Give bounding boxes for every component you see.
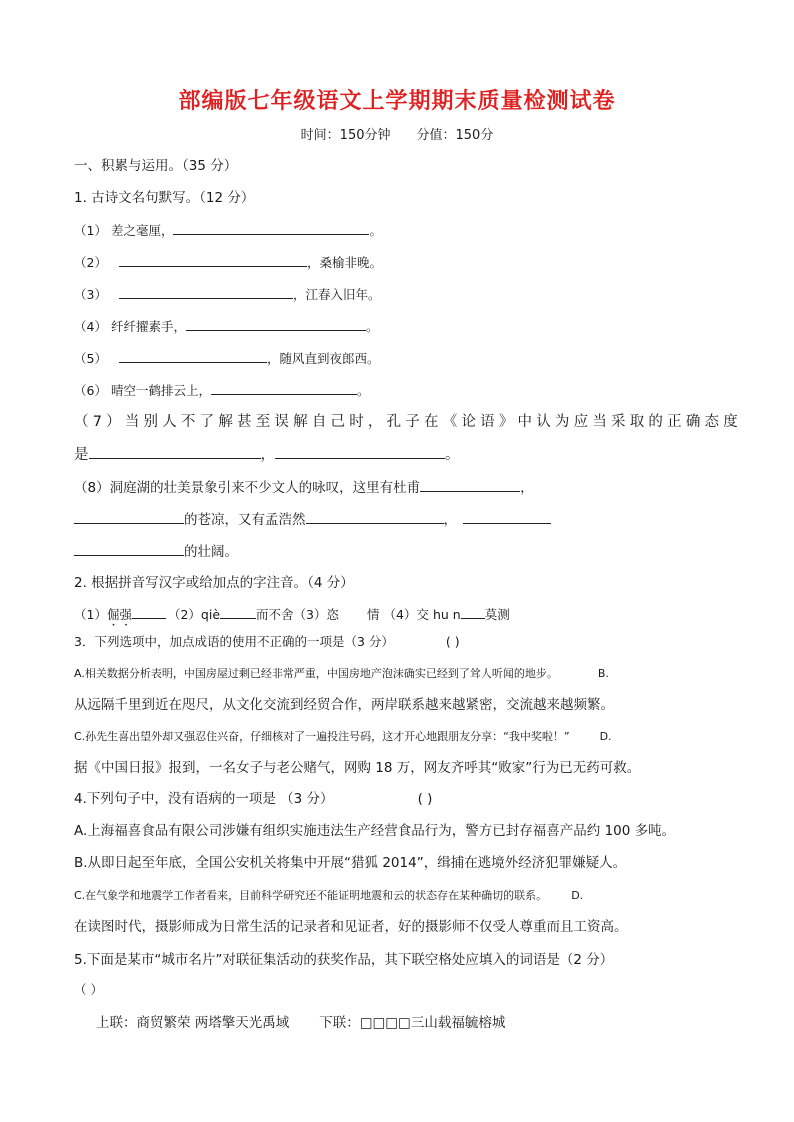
question-text: 4.下列句子中，没有语病的一项是 （3 分） <box>74 791 334 807</box>
exam-score: 分值：150分 <box>416 128 494 143</box>
answer-blank[interactable] <box>74 541 184 556</box>
q5-couplet <box>96 1013 505 1033</box>
q1-item-7: （7）当别人不了解甚至误解自己时，孔子在《论语》中认为应当采取的正确态度 <box>74 414 742 430</box>
option-text: C.孙先生喜出望外却又强忍住兴奋，仔细核对了一遍投注号码，这才开心地跟朋友分享：“我中奖啦！” <box>74 730 570 743</box>
item-text: ， <box>443 512 457 528</box>
q1-item-8-line2 <box>74 509 551 530</box>
answer-blank[interactable] <box>220 604 256 619</box>
option-label: D. <box>571 889 584 902</box>
item-number: （1） <box>74 607 107 622</box>
item-text: ， <box>260 447 275 463</box>
answer-paren[interactable]: ( ) <box>445 634 460 649</box>
answer-blank[interactable] <box>186 316 366 331</box>
answer-blank[interactable] <box>89 444 261 459</box>
item-text: 。 <box>369 223 382 238</box>
q2-title: 2. 根据拼音写汉字或给加点的字注音。（4 分） <box>74 575 354 591</box>
couplet-upper: 上联：商贸繁荣 两塔擎天光禹域 <box>96 1015 290 1031</box>
item-text: 晴空一鹤排云上， <box>110 383 211 398</box>
q1-item-7-blanks <box>74 444 460 465</box>
answer-blank[interactable] <box>275 444 445 459</box>
option-label: D. <box>599 730 612 743</box>
q1-item-6 <box>74 380 369 401</box>
question-text: 3．下列选项中，加点成语的使用不正确的一项是（3 分） <box>74 634 394 649</box>
q3-option-b: 从远隔千里到近在咫尺，从文化交流到经贸合作，两岸联系越来越紧密，交流越来越频繁。 <box>74 697 614 713</box>
answer-blank[interactable] <box>339 604 367 619</box>
q1-item-8 <box>74 477 534 498</box>
item-text: 。 <box>445 447 460 463</box>
item-number: （1） <box>74 223 107 238</box>
q1-item-3 <box>74 284 380 305</box>
answer-blank[interactable] <box>119 284 293 299</box>
item-number: （4） <box>74 319 107 334</box>
q4-option-b: B.从即日起至年底，全国公安机关将集中开展“猎狐 2014”，缉捕在逃境外经济犯罪嫌疑人。 <box>74 855 627 871</box>
item-text: （8）洞庭湖的壮美景象引来不少文人的咏叹，这里有杜甫 <box>74 480 421 496</box>
item-number: （2） <box>74 255 107 270</box>
option-text: C.在气象学和地震学工作者看来，目前科学研究还不能证明地震和云的状态存在某种确切的联系。 <box>74 889 548 902</box>
q1-title: 1. 古诗文名句默写。（12 分） <box>74 190 255 206</box>
exam-time: 时间：150分钟 <box>300 128 391 143</box>
section-heading: 一、积累与运用。（35 分） <box>74 158 238 174</box>
option-text: A.相关数据分析表明，中国房屋过剩已经非常严重，中国房地产泡沫确实已经到了耸人听闻的地步。 <box>74 667 558 680</box>
answer-blank[interactable] <box>463 509 551 524</box>
option-label: B. <box>597 667 609 680</box>
answer-blank[interactable] <box>119 252 307 267</box>
item-text: ， <box>520 480 534 496</box>
item-text: 。 <box>356 383 370 398</box>
q1-item-4 <box>74 316 378 337</box>
q4-title <box>74 789 432 809</box>
answer-blank[interactable] <box>119 348 267 363</box>
q3-option-d: 据《中国日报》报到，一名女子与老公赌气，网购 18 万，网友齐呼其“败家”行为已无药可救。 <box>74 760 641 776</box>
item-text: 的壮阔。 <box>184 544 238 560</box>
couplet-lower: 下联：□□□□三山载福毓榕城 <box>319 1015 506 1031</box>
item-text: 差之毫厘， <box>110 223 174 238</box>
answer-blank[interactable] <box>74 509 184 524</box>
item-text: 纤纤擢素手， <box>110 319 186 334</box>
item-text: ，随风直到夜郎西。 <box>266 351 380 366</box>
q5-title: 5.下面是某市“城市名片”对联征集活动的获奖作品，其下联空格处应填入的词语是（2 分） <box>74 952 614 968</box>
item-number: （5） <box>74 351 107 366</box>
answer-paren[interactable]: ( ) <box>417 791 433 807</box>
q1-item-8-line3 <box>74 541 238 562</box>
item-text: 。 <box>365 319 379 334</box>
item-text: 倔强 <box>106 607 132 622</box>
answer-blank[interactable] <box>211 380 357 395</box>
item-number: （4）交 hu n <box>383 607 461 622</box>
q1-item-1 <box>74 220 382 241</box>
exam-meta <box>0 124 794 143</box>
item-text: 的苍凉，又有孟浩然 <box>184 512 306 528</box>
item-number: （2）qiè <box>167 607 221 622</box>
exam-title: 部编版七年级语文上学期期末质量检测试卷 <box>178 89 616 114</box>
item-text: 而不舍 <box>256 607 294 622</box>
q3-title <box>74 632 460 652</box>
q2-items <box>74 604 510 629</box>
q3-option-a <box>74 664 609 684</box>
item-number: （3）恣 <box>293 607 339 622</box>
answer-blank[interactable] <box>420 477 520 492</box>
item-text: ，桑榆非晚。 <box>306 255 382 270</box>
q3-option-c <box>74 727 612 747</box>
item-number: （3） <box>74 287 107 302</box>
item-number: （6） <box>74 383 107 398</box>
q1-item-2 <box>74 252 382 273</box>
q5-paren[interactable]: （ ） <box>74 982 103 997</box>
item-text: 是 <box>74 447 89 463</box>
answer-blank[interactable] <box>173 220 369 235</box>
q4-option-c <box>74 886 583 906</box>
answer-blank[interactable] <box>461 604 485 619</box>
q4-option-d: 在读图时代，摄影师成为日常生活的记录者和见证者，好的摄影师不仅受人尊重而且工资高。 <box>74 919 628 935</box>
item-text: ，江春入旧年。 <box>292 287 381 302</box>
item-text: 情 <box>367 607 380 622</box>
q1-item-5 <box>74 348 379 369</box>
answer-blank[interactable] <box>132 604 166 619</box>
item-text: 莫测 <box>484 607 510 622</box>
answer-blank[interactable] <box>306 509 444 524</box>
q4-option-a: A.上海福喜食品有限公司涉嫌有组织实施违法生产经营食品行为，警方已封存福喜产品约 100 多吨。 <box>74 823 676 839</box>
